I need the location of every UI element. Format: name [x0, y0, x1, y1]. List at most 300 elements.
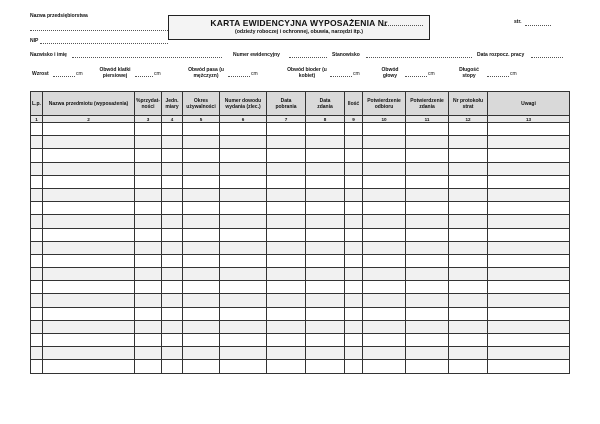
table-cell[interactable]	[306, 136, 345, 149]
table-cell[interactable]	[363, 175, 406, 188]
table-cell[interactable]	[220, 149, 267, 162]
table-cell[interactable]	[267, 334, 306, 347]
height-field[interactable]	[53, 76, 75, 77]
table-cell[interactable]	[183, 360, 220, 373]
table-cell[interactable]	[31, 241, 43, 254]
table-cell[interactable]	[406, 202, 449, 215]
table-cell[interactable]	[162, 307, 183, 320]
table-cell[interactable]	[183, 320, 220, 333]
table-cell[interactable]	[363, 136, 406, 149]
table-cell[interactable]	[345, 241, 363, 254]
table-cell[interactable]	[306, 202, 345, 215]
table-cell[interactable]	[488, 241, 570, 254]
table-cell[interactable]	[345, 188, 363, 201]
column-number-row	[31, 116, 570, 123]
table-cell[interactable]	[135, 162, 162, 175]
table-cell[interactable]	[183, 162, 220, 175]
number-label: Numer ewidencyjny	[233, 52, 280, 58]
table-cell[interactable]	[31, 268, 43, 281]
table-cell[interactable]	[162, 360, 183, 373]
table-cell[interactable]	[488, 149, 570, 162]
table-row	[31, 136, 570, 149]
table-cell[interactable]	[449, 320, 488, 333]
table-cell[interactable]	[43, 241, 135, 254]
table-row	[31, 347, 570, 360]
table-cell[interactable]	[43, 202, 135, 215]
table-cell[interactable]	[345, 320, 363, 333]
table-cell[interactable]	[449, 188, 488, 201]
table-row	[31, 175, 570, 188]
table-row	[31, 320, 570, 333]
table-cell[interactable]	[220, 347, 267, 360]
table-cell[interactable]	[31, 188, 43, 201]
table-cell[interactable]	[363, 188, 406, 201]
table-cell[interactable]	[31, 281, 43, 294]
table-cell[interactable]	[31, 162, 43, 175]
table-cell[interactable]	[267, 123, 306, 136]
table-cell[interactable]	[162, 215, 183, 228]
column-header: L.p.	[31, 92, 43, 116]
table-cell[interactable]	[267, 268, 306, 281]
table-cell[interactable]	[220, 188, 267, 201]
table-cell[interactable]	[162, 175, 183, 188]
table-cell[interactable]	[306, 268, 345, 281]
table-cell[interactable]	[43, 188, 135, 201]
table-cell[interactable]	[488, 202, 570, 215]
table-cell[interactable]	[135, 149, 162, 162]
table-cell[interactable]	[345, 228, 363, 241]
hips-field[interactable]	[330, 76, 352, 77]
table-cell[interactable]	[363, 268, 406, 281]
table-cell[interactable]	[363, 307, 406, 320]
table-cell[interactable]	[406, 228, 449, 241]
table-cell[interactable]	[183, 175, 220, 188]
table-row	[31, 149, 570, 162]
table-cell[interactable]	[449, 347, 488, 360]
table-cell[interactable]	[488, 162, 570, 175]
table-cell[interactable]	[449, 228, 488, 241]
table-cell[interactable]	[345, 360, 363, 373]
table-cell[interactable]	[267, 175, 306, 188]
table-cell[interactable]	[220, 294, 267, 307]
table-cell[interactable]	[345, 202, 363, 215]
table-cell[interactable]	[267, 254, 306, 267]
column-header: Potwierdzenie zdania	[406, 92, 449, 116]
table-cell[interactable]	[43, 149, 135, 162]
table-cell[interactable]	[306, 347, 345, 360]
table-cell[interactable]	[488, 254, 570, 267]
table-row	[31, 268, 570, 281]
table-cell[interactable]	[345, 347, 363, 360]
table-cell[interactable]	[183, 188, 220, 201]
table-cell[interactable]	[306, 334, 345, 347]
table-cell[interactable]	[449, 294, 488, 307]
table-cell[interactable]	[183, 136, 220, 149]
table-cell[interactable]	[135, 136, 162, 149]
chest-label: Obwód klatki piersiowej	[99, 67, 131, 79]
table-cell[interactable]	[406, 268, 449, 281]
table-cell[interactable]	[306, 162, 345, 175]
table-cell[interactable]	[220, 136, 267, 149]
table-cell[interactable]	[306, 360, 345, 373]
table-cell[interactable]	[31, 347, 43, 360]
column-number: 2	[43, 116, 135, 123]
table-cell[interactable]	[183, 228, 220, 241]
table-cell[interactable]	[220, 281, 267, 294]
table-cell[interactable]	[406, 254, 449, 267]
table-cell[interactable]	[306, 149, 345, 162]
table-cell[interactable]	[267, 347, 306, 360]
table-cell[interactable]	[306, 254, 345, 267]
table-cell[interactable]	[183, 149, 220, 162]
title-box	[168, 15, 430, 40]
table-cell[interactable]	[162, 254, 183, 267]
table-cell[interactable]	[183, 281, 220, 294]
table-cell[interactable]	[488, 320, 570, 333]
table-cell[interactable]	[31, 202, 43, 215]
table-cell[interactable]	[267, 188, 306, 201]
table-cell[interactable]	[31, 123, 43, 136]
table-cell[interactable]	[43, 347, 135, 360]
table-cell[interactable]	[449, 175, 488, 188]
table-cell[interactable]	[345, 334, 363, 347]
table-cell[interactable]	[162, 294, 183, 307]
table-cell[interactable]	[220, 202, 267, 215]
position-field[interactable]	[366, 57, 472, 58]
table-cell[interactable]	[345, 136, 363, 149]
company-field[interactable]	[30, 30, 168, 31]
table-cell[interactable]	[162, 241, 183, 254]
table-cell[interactable]	[135, 268, 162, 281]
table-cell[interactable]	[135, 347, 162, 360]
table-cell[interactable]	[162, 228, 183, 241]
table-cell[interactable]	[363, 294, 406, 307]
table-cell[interactable]	[345, 281, 363, 294]
table-cell[interactable]	[363, 123, 406, 136]
table-cell[interactable]	[306, 241, 345, 254]
table-cell[interactable]	[162, 334, 183, 347]
column-header: Nazwa przedmiotu (wyposażenia)	[43, 92, 135, 116]
head-field[interactable]	[405, 76, 427, 77]
nip-field[interactable]	[40, 43, 168, 44]
table-cell[interactable]	[449, 123, 488, 136]
table-cell[interactable]	[406, 320, 449, 333]
table-cell[interactable]	[488, 294, 570, 307]
table-cell[interactable]	[43, 175, 135, 188]
table-cell[interactable]	[406, 281, 449, 294]
table-cell[interactable]	[162, 136, 183, 149]
table-cell[interactable]	[220, 175, 267, 188]
table-cell[interactable]	[488, 360, 570, 373]
table-cell[interactable]	[135, 188, 162, 201]
table-cell[interactable]	[135, 360, 162, 373]
table-cell[interactable]	[135, 241, 162, 254]
table-cell[interactable]	[31, 175, 43, 188]
column-header: Jedn. miary	[162, 92, 183, 116]
table-cell[interactable]	[43, 136, 135, 149]
table-cell[interactable]	[488, 307, 570, 320]
table-cell[interactable]	[135, 334, 162, 347]
table-cell[interactable]	[43, 294, 135, 307]
table-cell[interactable]	[488, 175, 570, 188]
height-unit: cm	[76, 71, 83, 77]
table-row	[31, 254, 570, 267]
table-cell[interactable]	[183, 268, 220, 281]
table-cell[interactable]	[220, 254, 267, 267]
table-cell[interactable]	[406, 123, 449, 136]
table-cell[interactable]	[267, 360, 306, 373]
table-cell[interactable]	[406, 360, 449, 373]
table-cell[interactable]	[406, 347, 449, 360]
column-header: Uwagi	[488, 92, 570, 116]
table-cell[interactable]	[135, 123, 162, 136]
table-cell[interactable]	[267, 307, 306, 320]
table-cell[interactable]	[345, 307, 363, 320]
table-cell[interactable]	[306, 307, 345, 320]
table-cell[interactable]	[162, 202, 183, 215]
table-cell[interactable]	[449, 334, 488, 347]
column-number: 12	[449, 116, 488, 123]
chest-field[interactable]	[135, 76, 153, 77]
column-header: Numer dowodu wydania (zlec.)	[220, 92, 267, 116]
table-cell[interactable]	[306, 188, 345, 201]
column-number: 13	[488, 116, 570, 123]
table-cell[interactable]	[43, 123, 135, 136]
table-cell[interactable]	[183, 334, 220, 347]
table-cell[interactable]	[43, 215, 135, 228]
table-cell[interactable]	[31, 320, 43, 333]
table-row	[31, 162, 570, 175]
table-cell[interactable]	[488, 136, 570, 149]
table-cell[interactable]	[363, 334, 406, 347]
table-cell[interactable]	[306, 175, 345, 188]
table-cell[interactable]	[345, 149, 363, 162]
table-cell[interactable]	[306, 294, 345, 307]
table-cell[interactable]	[449, 254, 488, 267]
table-cell[interactable]	[345, 268, 363, 281]
column-header: Data zdania	[306, 92, 345, 116]
table-cell[interactable]	[220, 228, 267, 241]
table-cell[interactable]	[406, 215, 449, 228]
table-cell[interactable]	[220, 123, 267, 136]
table-cell[interactable]	[162, 162, 183, 175]
table-cell[interactable]	[135, 175, 162, 188]
table-cell[interactable]	[43, 268, 135, 281]
table-cell[interactable]	[345, 123, 363, 136]
table-cell[interactable]	[449, 268, 488, 281]
table-cell[interactable]	[220, 162, 267, 175]
table-cell[interactable]	[345, 215, 363, 228]
table-cell[interactable]	[220, 360, 267, 373]
table-cell[interactable]	[31, 294, 43, 307]
table-cell[interactable]	[267, 294, 306, 307]
page-field[interactable]	[525, 25, 551, 26]
table-cell[interactable]	[345, 175, 363, 188]
table-cell[interactable]	[306, 215, 345, 228]
table-cell[interactable]	[31, 149, 43, 162]
table-cell[interactable]	[363, 254, 406, 267]
table-cell[interactable]	[135, 215, 162, 228]
table-cell[interactable]	[449, 149, 488, 162]
table-cell[interactable]	[449, 307, 488, 320]
name-label: Nazwisko i imię	[30, 52, 67, 58]
table-cell[interactable]	[449, 281, 488, 294]
table-cell[interactable]	[43, 162, 135, 175]
table-cell[interactable]	[488, 123, 570, 136]
table-cell[interactable]	[183, 202, 220, 215]
table-cell[interactable]	[31, 136, 43, 149]
page-label: str.	[514, 19, 522, 25]
table-cell[interactable]	[162, 347, 183, 360]
table-cell[interactable]	[488, 347, 570, 360]
column-number: 10	[363, 116, 406, 123]
table-cell[interactable]	[449, 215, 488, 228]
number-field[interactable]	[289, 57, 327, 58]
table-cell[interactable]	[31, 215, 43, 228]
column-number: 11	[406, 116, 449, 123]
table-cell[interactable]	[162, 320, 183, 333]
table-cell[interactable]	[183, 215, 220, 228]
table-cell[interactable]	[31, 254, 43, 267]
table-cell[interactable]	[363, 281, 406, 294]
table-cell[interactable]	[406, 136, 449, 149]
head-unit: cm	[428, 71, 435, 77]
column-header: Potwierdzenie odbioru	[363, 92, 406, 116]
table-cell[interactable]	[183, 123, 220, 136]
table-cell[interactable]	[135, 281, 162, 294]
table-cell[interactable]	[406, 334, 449, 347]
table-cell[interactable]	[267, 228, 306, 241]
table-cell[interactable]	[267, 202, 306, 215]
table-cell[interactable]	[220, 307, 267, 320]
table-cell[interactable]	[363, 228, 406, 241]
table-cell[interactable]	[135, 228, 162, 241]
table-cell[interactable]	[220, 215, 267, 228]
table-cell[interactable]	[31, 307, 43, 320]
table-cell[interactable]	[267, 162, 306, 175]
table-cell[interactable]	[31, 228, 43, 241]
table-cell[interactable]	[162, 123, 183, 136]
table-cell[interactable]	[306, 320, 345, 333]
table-cell[interactable]	[220, 241, 267, 254]
table-cell[interactable]	[406, 149, 449, 162]
table-cell[interactable]	[43, 360, 135, 373]
table-cell[interactable]	[162, 188, 183, 201]
table-cell[interactable]	[345, 254, 363, 267]
table-cell[interactable]	[162, 281, 183, 294]
table-cell[interactable]	[306, 281, 345, 294]
table-cell[interactable]	[363, 320, 406, 333]
table-cell[interactable]	[306, 228, 345, 241]
table-cell[interactable]	[162, 268, 183, 281]
table-cell[interactable]	[183, 241, 220, 254]
table-cell[interactable]	[306, 123, 345, 136]
table-cell[interactable]	[488, 268, 570, 281]
card-number-field[interactable]	[383, 25, 423, 26]
table-cell[interactable]	[135, 307, 162, 320]
name-field[interactable]	[72, 57, 222, 58]
date-field[interactable]	[531, 57, 563, 58]
table-cell[interactable]	[135, 254, 162, 267]
table-cell[interactable]	[267, 215, 306, 228]
table-cell[interactable]	[220, 320, 267, 333]
table-cell[interactable]	[31, 360, 43, 373]
chest-unit: cm	[154, 71, 161, 77]
table-cell[interactable]	[406, 294, 449, 307]
table-cell[interactable]	[449, 202, 488, 215]
table-cell[interactable]	[488, 281, 570, 294]
table-cell[interactable]	[406, 175, 449, 188]
table-cell[interactable]	[43, 334, 135, 347]
table-cell[interactable]	[363, 215, 406, 228]
table-cell[interactable]	[135, 320, 162, 333]
equipment-table	[30, 91, 570, 374]
head-label: Obwód głowy	[381, 67, 399, 79]
table-cell[interactable]	[449, 136, 488, 149]
table-cell[interactable]	[488, 334, 570, 347]
table-cell[interactable]	[488, 228, 570, 241]
table-cell[interactable]	[220, 334, 267, 347]
table-cell[interactable]	[267, 281, 306, 294]
table-cell[interactable]	[363, 149, 406, 162]
table-cell[interactable]	[363, 347, 406, 360]
table-cell[interactable]	[183, 307, 220, 320]
table-cell[interactable]	[183, 294, 220, 307]
table-cell[interactable]	[31, 334, 43, 347]
table-cell[interactable]	[449, 162, 488, 175]
table-cell[interactable]	[135, 294, 162, 307]
table-cell[interactable]	[43, 281, 135, 294]
date-label: Data rozpocz. pracy	[477, 52, 525, 58]
table-cell[interactable]	[363, 241, 406, 254]
column-header: Data pobrania	[267, 92, 306, 116]
table-row	[31, 202, 570, 215]
table-row	[31, 215, 570, 228]
table-cell[interactable]	[267, 320, 306, 333]
table-cell[interactable]	[406, 307, 449, 320]
table-cell[interactable]	[135, 202, 162, 215]
table-cell[interactable]	[43, 320, 135, 333]
table-cell[interactable]	[220, 268, 267, 281]
foot-field[interactable]	[487, 76, 509, 77]
table-cell[interactable]	[488, 188, 570, 201]
height-label: Wzrost	[32, 71, 49, 77]
table-cell[interactable]	[345, 294, 363, 307]
table-cell[interactable]	[406, 162, 449, 175]
table-cell[interactable]	[406, 188, 449, 201]
table-cell[interactable]	[43, 228, 135, 241]
table-cell[interactable]	[363, 202, 406, 215]
table-cell[interactable]	[488, 215, 570, 228]
table-cell[interactable]	[449, 360, 488, 373]
table-cell[interactable]	[345, 162, 363, 175]
table-cell[interactable]	[43, 307, 135, 320]
table-cell[interactable]	[363, 360, 406, 373]
table-cell[interactable]	[363, 162, 406, 175]
table-cell[interactable]	[183, 254, 220, 267]
waist-field[interactable]	[228, 76, 250, 77]
table-cell[interactable]	[267, 241, 306, 254]
table-cell[interactable]	[43, 254, 135, 267]
table-cell[interactable]	[406, 241, 449, 254]
header-row	[31, 92, 570, 116]
table-cell[interactable]	[267, 149, 306, 162]
table-cell[interactable]	[449, 241, 488, 254]
table-row	[31, 188, 570, 201]
table-cell[interactable]	[267, 136, 306, 149]
table-cell[interactable]	[162, 149, 183, 162]
table-cell[interactable]	[183, 347, 220, 360]
